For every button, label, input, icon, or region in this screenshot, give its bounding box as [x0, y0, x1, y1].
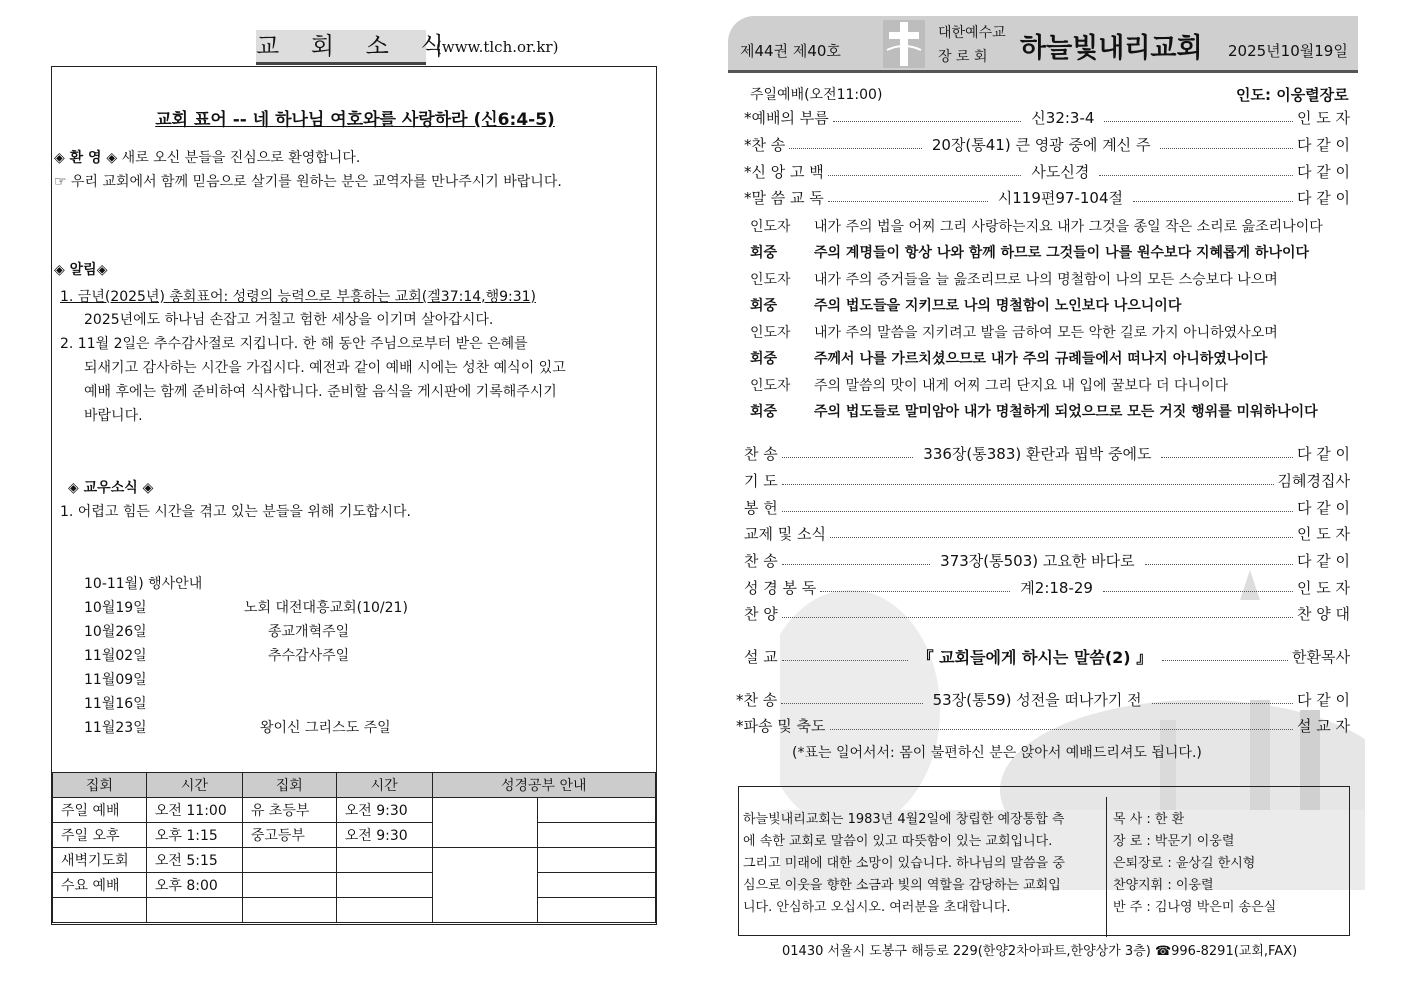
order-label: 찬 양 — [744, 604, 778, 623]
table-cell: 오전 9:30 — [336, 798, 432, 823]
event-date: 11월09일 — [84, 672, 147, 688]
reading-role: 인도자 — [750, 325, 791, 341]
event-date: 10월26일 — [84, 624, 147, 640]
sermon-item — [744, 645, 1350, 667]
table-cell: 오후 8:00 — [146, 873, 242, 898]
header-cell: 성경공부 안내 — [432, 773, 655, 798]
order-item — [744, 496, 1350, 518]
reading-text: 주의 계명들이 항상 나와 함께 하므로 그것들이 나를 원수보다 지혜롭게 하나이다 — [814, 245, 1310, 261]
reading-text: 주의 법도들로 말미암아 내가 명철하게 되었으므로 모든 거짓 행위를 미워하나이다 — [814, 404, 1318, 420]
event-desc: 왕이신 그리스도 주일 — [260, 720, 391, 736]
reading-role: 회중 — [750, 298, 778, 314]
order-detail: 계2:18-29 — [1020, 578, 1093, 597]
bulletin-masthead — [728, 16, 1358, 73]
order-label: *파송 및 축도 — [736, 716, 826, 735]
notice-2-line3: 예배 후에는 함께 준비하여 식사합니다. 준비할 음식을 게시판에 기록해주시기 — [84, 384, 557, 400]
church-motto: 교회 표어 -- 네 하나님 여호와를 사랑하라 (신6:4-5) — [155, 110, 555, 130]
staff-list — [1113, 809, 1343, 919]
order-item — [744, 522, 1350, 544]
table-cell: 주일 예배 — [53, 798, 147, 823]
church-intro — [743, 809, 1103, 919]
table-cell — [432, 848, 538, 923]
reading-line — [750, 242, 1309, 262]
order-person: 인 도 자 — [1296, 578, 1350, 597]
schedule-header-row — [53, 773, 656, 798]
order-label: 찬 송 — [744, 551, 778, 570]
standing-note: (*표는 일어서서: 몸이 불편하신 분은 앉아서 예배드리셔도 됩니다.) — [792, 745, 1202, 761]
table-row — [53, 823, 656, 848]
order-detail: 20장(통41) 큰 영광 중에 계신 주 — [931, 135, 1151, 154]
order-label: 찬 송 — [744, 444, 778, 463]
reading-text: 주께서 나를 가르치셨으므로 내가 주의 규례들에서 떠나지 아니하였나이다 — [814, 351, 1268, 367]
reading-text: 내가 주의 증거들을 늘 읊조리므로 나의 명철함이 나의 모든 스승보다 나으며 — [814, 272, 1278, 288]
order-item — [744, 469, 1350, 491]
denomination-line2: 장 로 회 — [938, 49, 988, 65]
intro-line: 하늘빛내리교회는 1983년 4월2일에 창립한 예장통합 측 — [743, 812, 1065, 827]
order-item — [744, 160, 1350, 182]
event-date: 11월16일 — [84, 696, 147, 712]
order-item — [744, 442, 1350, 464]
table-row — [53, 848, 656, 873]
notice-2-line1: 2. 11월 2일은 추수감사절로 지킵니다. 한 해 동안 주님으로부터 받은 은혜를 — [60, 336, 528, 352]
order-item — [744, 602, 1350, 624]
reading-line — [750, 269, 1278, 289]
reading-role: 회중 — [750, 351, 778, 367]
order-item — [736, 714, 1350, 736]
staff-line: 목 사 : 한 환 — [1113, 812, 1185, 827]
reading-text: 내가 주의 법을 어찌 그리 사랑하는지요 내가 그것을 종일 작은 소리로 읊조리나이다 — [814, 219, 1323, 235]
order-label: *찬 송 — [736, 690, 778, 709]
reading-line — [750, 348, 1267, 368]
sermon-title: 『 교회들에게 하시는 말씀(2) 』 — [917, 647, 1153, 667]
church-news-box — [51, 66, 657, 925]
staff-line: 찬양지휘 : 이웅렬 — [1113, 878, 1214, 893]
table-cell — [538, 873, 656, 898]
notice-heading: ◈ 알림◈ — [54, 262, 108, 278]
order-label: 봉 헌 — [744, 498, 778, 517]
volume-number: 제44권 제40호 — [740, 42, 841, 60]
church-name: 하늘빛내리교회 — [1020, 33, 1203, 64]
table-cell — [432, 798, 538, 848]
intro-line: 에 속한 교회로 말씀이 있고 따뜻함이 있는 교회입니다. — [743, 834, 1053, 849]
intro-line: 니다. 안심하고 오십시오. 여러분을 초대합니다. — [743, 900, 1011, 915]
table-cell — [538, 823, 656, 848]
worship-leader: 인도: 이웅렬장로 — [1236, 86, 1349, 104]
event-date: 11월23일 — [84, 720, 147, 736]
table-cell: 오전 5:15 — [146, 848, 242, 873]
members-item-1: 1. 어렵고 힘든 시간을 겪고 있는 분들을 위해 기도합시다. — [60, 504, 411, 520]
order-label: 기 도 — [744, 471, 778, 490]
reading-line — [750, 322, 1278, 342]
table-cell — [538, 848, 656, 873]
order-item — [736, 688, 1350, 710]
church-address: 01430 서울시 도봉구 해등로 229(한양2차아파트,한양상가 3층) ☎996-8291(교회,FAX) — [782, 944, 1298, 959]
staff-line: 반 주 : 김나영 박은미 송은실 — [1113, 900, 1277, 915]
news-title: 교 회 소 식 — [256, 30, 426, 65]
table-cell — [242, 873, 336, 898]
order-person: 한환목사 — [1292, 647, 1351, 666]
church-info-box — [738, 786, 1350, 936]
bulletin-date: 2025년10월19일 — [1228, 42, 1348, 60]
reading-line — [750, 216, 1323, 236]
order-person: 다 같 이 — [1296, 444, 1350, 463]
order-person: 다 같 이 — [1296, 498, 1350, 517]
order-detail: 신32:3-4 — [1031, 108, 1095, 127]
members-heading: ◈ 교우소식 ◈ — [68, 480, 154, 496]
order-person: 다 같 이 — [1297, 135, 1351, 154]
table-row — [53, 873, 656, 898]
order-person: 김혜경집사 — [1277, 471, 1350, 490]
table-cell — [146, 898, 242, 923]
table-cell — [242, 848, 336, 873]
event-desc: 노회 대전대흥교회(10/21) — [244, 600, 408, 616]
order-label: 성 경 봉 독 — [744, 578, 817, 597]
order-label: *말 씀 교 독 — [744, 188, 824, 207]
order-person: 인 도 자 — [1296, 524, 1350, 543]
denomination-line1: 대한예수교 — [938, 25, 1006, 41]
welcome-heading: ◈ 환 영 ◈ — [54, 150, 118, 166]
order-person: 다 같 이 — [1297, 188, 1351, 207]
order-detail: 373장(통503) 고요한 바다로 — [940, 551, 1135, 570]
table-row — [53, 798, 656, 823]
order-item — [744, 106, 1350, 128]
table-cell — [538, 898, 656, 923]
order-person: 인 도 자 — [1296, 108, 1350, 127]
table-cell: 유 초등부 — [242, 798, 336, 823]
order-label: *예배의 부름 — [744, 108, 829, 127]
reading-line — [750, 401, 1318, 421]
header-cell: 시간 — [336, 773, 432, 798]
order-detail: 시119편97-104절 — [997, 188, 1123, 207]
table-row — [53, 898, 656, 923]
table-cell: 오전 11:00 — [146, 798, 242, 823]
table-cell: 오후 1:15 — [146, 823, 242, 848]
notice-1-title: 1. 금년(2025년) 총회표어: 성령의 능력으로 부흥하는 교회(겔37:14,행9:31) — [60, 289, 537, 305]
reading-role: 회중 — [750, 404, 778, 420]
header-cell: 시간 — [146, 773, 242, 798]
order-detail: 336장(통383) 환란과 핍박 중에도 — [923, 444, 1152, 463]
reading-role: 회중 — [750, 245, 778, 261]
event-date: 11월02일 — [84, 648, 147, 664]
site-url[interactable]: (www.tlch.or.kr) — [436, 38, 559, 56]
welcome-note: ☞ 우리 교회에서 함께 믿음으로 살기를 원하는 분은 교역자를 만나주시기 바랍니다. — [54, 174, 562, 190]
reading-role: 인도자 — [750, 219, 791, 235]
order-item — [744, 186, 1350, 208]
order-item — [744, 576, 1350, 598]
table-cell — [336, 873, 432, 898]
order-label: 교제 및 소식 — [744, 524, 826, 543]
order-person: 설 교 자 — [1296, 716, 1350, 735]
intro-line: 심으로 이웃을 향한 소금과 빛의 역할을 감당하는 교회입 — [743, 878, 1061, 893]
reading-role: 인도자 — [750, 378, 791, 394]
order-detail: 53장(통59) 성전을 떠나가기 전 — [932, 690, 1142, 709]
order-person: 다 같 이 — [1297, 690, 1351, 709]
order-label: 설 교 — [744, 647, 778, 666]
reading-role: 인도자 — [750, 272, 791, 288]
reading-text: 내가 주의 말씀을 지키려고 발을 금하여 모든 악한 길로 가지 아니하였사오며 — [814, 325, 1278, 341]
order-label: *찬 송 — [744, 135, 786, 154]
event-desc: 추수감사주일 — [268, 648, 350, 664]
notice-2-line2: 되새기고 감사하는 시간을 가집시다. 예전과 같이 예배 시에는 성찬 예식이 있고 — [84, 360, 566, 376]
table-cell: 새벽기도회 — [53, 848, 147, 873]
notice-1-body: 2025년에도 하나님 손잡고 거칠고 험한 세상을 이기며 살아갑시다. — [84, 312, 494, 328]
order-detail: 사도신경 — [1031, 162, 1090, 181]
table-cell: 오전 9:30 — [336, 823, 432, 848]
order-person: 찬 양 대 — [1296, 604, 1350, 623]
event-date: 10월19일 — [84, 600, 147, 616]
header-cell: 집회 — [53, 773, 147, 798]
table-cell — [336, 898, 432, 923]
reading-line — [750, 375, 1228, 395]
service-title: 주일예배(오전11:00) — [750, 87, 883, 103]
order-item — [744, 133, 1350, 155]
table-cell — [242, 898, 336, 923]
reading-line — [750, 295, 1181, 315]
welcome-text: 새로 오신 분들을 진심으로 환영합니다. — [121, 150, 361, 166]
order-label: *신 앙 고 백 — [744, 162, 824, 181]
reading-text: 주의 법도들을 지키므로 나의 명철함이 노인보다 나으니이다 — [814, 298, 1182, 314]
notice-2-line4: 바랍니다. — [84, 408, 143, 424]
order-person: 다 같 이 — [1296, 551, 1350, 570]
table-cell: 주일 오후 — [53, 823, 147, 848]
header-cell: 집회 — [242, 773, 336, 798]
staff-line: 은퇴장로 : 윤상길 한시형 — [1113, 856, 1256, 871]
events-heading: 10-11월) 행사안내 — [84, 576, 203, 592]
schedule-table — [52, 772, 656, 923]
intro-line: 그리고 미래에 대한 소망이 있습니다. 하나님의 말씀을 중 — [743, 856, 1065, 871]
staff-line: 장 로 : 박문기 이웅렬 — [1113, 834, 1235, 849]
order-person: 다 같 이 — [1296, 162, 1350, 181]
table-cell — [53, 898, 147, 923]
table-cell: 수요 예배 — [53, 873, 147, 898]
reading-text: 주의 말씀의 맛이 내게 어찌 그리 단지요 내 입에 꿀보다 더 다니이다 — [814, 378, 1229, 394]
table-cell — [336, 848, 432, 873]
table-cell — [538, 798, 656, 823]
event-desc: 종교개혁주일 — [268, 624, 350, 640]
table-cell: 중고등부 — [242, 823, 336, 848]
order-item — [744, 549, 1350, 571]
church-logo-icon — [883, 20, 925, 68]
